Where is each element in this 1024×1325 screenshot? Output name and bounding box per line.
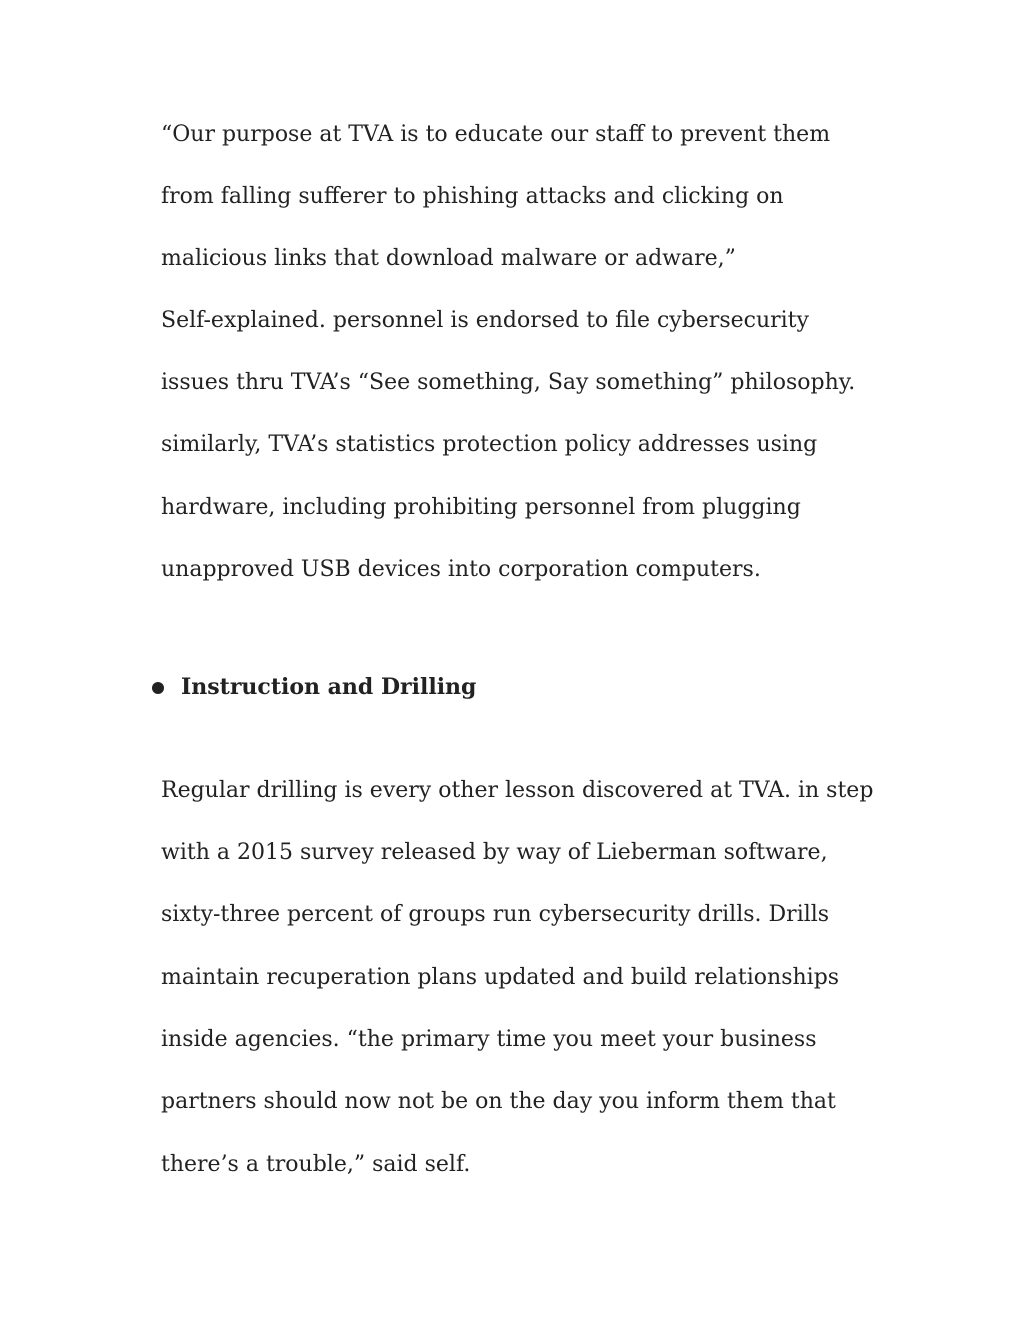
bullet-icon xyxy=(152,682,164,694)
paragraph-line: maintain recuperation plans updated and build relationships xyxy=(161,965,840,990)
paragraph-line: Regular drilling is every other lesson discovered at TVA. in step xyxy=(161,778,874,803)
paragraph-line: from falling sufferer to phishing attacks and clicking on xyxy=(161,184,784,209)
paragraph-line: with a 2015 survey released by way of Lieberman software, xyxy=(161,840,828,865)
paragraph-line: malicious links that download malware or adware,” xyxy=(161,246,736,271)
paragraph-line: similarly, TVA’s statistics protection policy addresses using xyxy=(161,432,818,457)
paragraph-line: Self-explained. personnel is endorsed to file cybersecurity xyxy=(161,308,809,333)
section-heading: Instruction and Drilling xyxy=(181,674,477,700)
paragraph-line: unapproved USB devices into corporation computers. xyxy=(161,557,761,582)
paragraph-line: “Our purpose at TVA is to educate our staff to prevent them xyxy=(161,122,831,147)
paragraph-line: hardware, including prohibiting personnel from plugging xyxy=(161,495,801,520)
paragraph-line: inside agencies. “the primary time you meet your business xyxy=(161,1027,817,1052)
paragraph-line: partners should now not be on the day you inform them that xyxy=(161,1089,836,1114)
paragraph-line: sixty-three percent of groups run cybersecurity drills. Drills xyxy=(161,902,830,927)
paragraph-line: issues thru TVA’s “See something, Say something” philosophy. xyxy=(161,370,856,395)
paragraph-line: there’s a trouble,” said self. xyxy=(161,1152,471,1177)
